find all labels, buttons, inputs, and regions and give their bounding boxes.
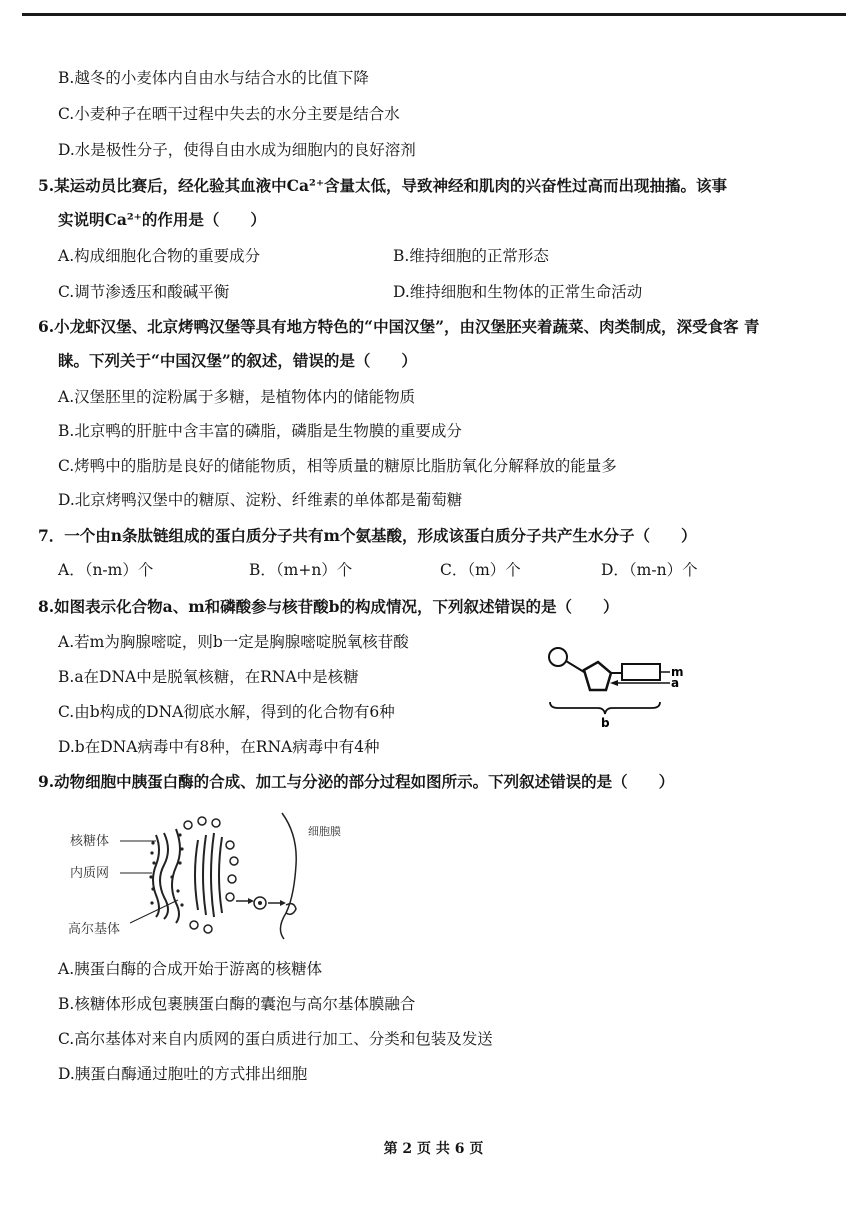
q4-option-b: B.越冬的小麦体内自由水与结合水的比值下降 (58, 69, 369, 87)
label-b: b (601, 716, 610, 730)
q5-option-a: A.构成细胞化合物的重要成分 (58, 247, 261, 265)
q6-option-d: D.北京烤鸭汉堡中的糖原、淀粉、纤维素的单体都是葡萄糖 (58, 491, 463, 509)
cell-membrane (280, 813, 296, 939)
label-golgi: 高尔基体 (68, 922, 121, 937)
q6-option-a: A.汉堡胚里的淀粉属于多糖，是植物体内的储能物质 (58, 388, 416, 406)
q7-option-c: C．（m）个 (440, 561, 521, 579)
q5-option-d: D.维持细胞和生物体的正常生命活动 (393, 283, 643, 301)
golgi-pointer (130, 900, 178, 923)
a-arrowhead (610, 680, 618, 686)
q9-stem: 9.动物细胞中胰蛋白酶的合成、加工与分泌的部分过程如图所示。下列叙述错误的是（ ） (38, 772, 675, 791)
q6-option-b: B.北京鸭的肝脏中含丰富的磷脂，磷脂是生物膜的重要成分 (58, 422, 462, 440)
q5-option-b: B.维持细胞的正常形态 (393, 247, 549, 265)
label-er: 内质网 (70, 866, 110, 881)
q8-option-c: C.由b构成的DNA彻底水解，得到的化合物有6种 (58, 703, 395, 721)
b-brace (550, 702, 660, 714)
transport-arrowhead-1 (248, 898, 254, 904)
transport-arrowhead-2 (280, 900, 286, 906)
q6-option-c: C.烤鸭中的脂肪是良好的储能物质，相等质量的糖原比脂肪氧化分解释放的能量多 (58, 457, 617, 475)
q5-stem-line2: 实说明Ca²⁺的作用是（ ） (58, 210, 266, 229)
golgi-cisterna-3 (211, 833, 214, 917)
q7-stem: 7．一个由n条肽链组成的蛋白质分子共有m个氨基酸，形成该蛋白质分子共产生水分子（ ） (38, 526, 697, 545)
q9-option-c: C.高尔基体对来自内质网的蛋白质进行加工、分类和包装及发送 (58, 1030, 493, 1048)
q8-option-b: B.a在DNA中是脱氧核糖，在RNA中是核糖 (58, 668, 359, 686)
q9-option-b: B.核糖体形成包裹胰蛋白酶的囊泡与高尔基体膜融合 (58, 995, 416, 1013)
q7-option-b: B．（m+n）个 (249, 561, 353, 579)
q8-stem: 8.如图表示化合物a、m和磷酸参与核苷酸b的构成情况，下列叙述错误的是（ ） (38, 597, 619, 616)
q6-stem-line1: 6.小龙虾汉堡、北京烤鸭汉堡等具有地方特色的“中国汉堡”，由汉堡胚夹着蔬菜、肉类制成，深受食客 青 (38, 317, 760, 336)
golgi-cisterna-2 (203, 835, 206, 915)
pentose-sugar (584, 662, 611, 690)
base-rect (622, 664, 660, 680)
q4-option-c: C.小麦种子在晒干过程中失去的水分主要是结合水 (58, 105, 400, 123)
label-ribosome: 核糖体 (70, 834, 110, 849)
golgi-cisterna-1 (195, 840, 198, 910)
q7-option-a: A．（n-m）个 (58, 561, 154, 579)
er-membrane-2 (160, 833, 168, 919)
phosphate-circle (549, 648, 567, 666)
q8-option-a: A.若m为胸腺嘧啶，则b一定是胸腺嘧啶脱氧核苷酸 (58, 633, 409, 651)
q9-option-d: D.胰蛋白酶通过胞吐的方式排出细胞 (58, 1065, 308, 1083)
nucleotide-figure (540, 640, 690, 730)
secretion-figure (60, 805, 360, 940)
label-a: a (671, 676, 680, 690)
phosphate-bond (566, 661, 584, 672)
q6-stem-line2: 睐。下列关于“中国汉堡”的叙述，错误的是（ ） (58, 351, 417, 370)
page-footer: 第 2 页 共 6 页 (383, 1141, 484, 1157)
golgi-cisterna-4 (219, 837, 222, 913)
q7-option-d: D．（m-n）个 (601, 561, 698, 579)
label-membrane: 细胞膜 (308, 825, 341, 838)
q5-stem-line1: 5.某运动员比赛后，经化验其血液中Ca²⁺含量太低，导致神经和肌肉的兴奋性过高而出现抽搐。该事 (38, 176, 728, 195)
q5-option-c: C.调节渗透压和酸碱平衡 (58, 283, 230, 301)
vesicle-content (258, 901, 262, 905)
q8-option-d: D.b在DNA病毒中有8种，在RNA病毒中有4种 (58, 738, 380, 756)
q4-option-d: D.水是极性分子，使得自由水成为细胞内的良好溶剂 (58, 141, 416, 159)
q9-option-a: A.胰蛋白酶的合成开始于游离的核糖体 (58, 960, 323, 978)
er-membrane-1 (153, 835, 159, 917)
label-m: m (671, 665, 684, 679)
header-rule (22, 13, 846, 16)
